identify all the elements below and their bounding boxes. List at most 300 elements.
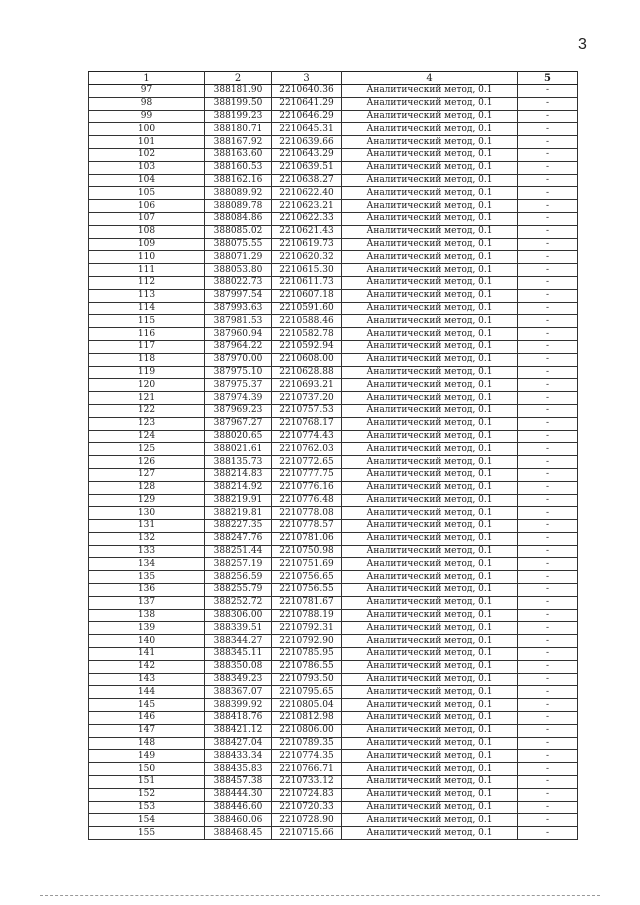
mark-cell: - — [518, 456, 578, 469]
method-cell: Аналитический метод, 0.1 — [342, 763, 518, 776]
point-number-cell: 121 — [89, 392, 205, 405]
point-number-cell: 104 — [89, 174, 205, 187]
footer-divider — [40, 895, 600, 896]
method-cell: Аналитический метод, 0.1 — [342, 97, 518, 110]
method-cell: Аналитический метод, 0.1 — [342, 187, 518, 200]
table-body — [89, 85, 578, 840]
mark-cell: - — [518, 315, 578, 328]
y-coordinate-cell: 2210641.29 — [272, 97, 342, 110]
x-coordinate-cell: 388418.76 — [205, 712, 272, 725]
table-row — [89, 468, 578, 481]
x-coordinate-cell: 388252.72 — [205, 596, 272, 609]
y-coordinate-cell: 2210588.46 — [272, 315, 342, 328]
table-row — [89, 507, 578, 520]
table-row — [89, 328, 578, 341]
point-number-cell: 134 — [89, 558, 205, 571]
point-number-cell: 127 — [89, 468, 205, 481]
point-number-cell: 119 — [89, 366, 205, 379]
mark-cell: - — [518, 520, 578, 533]
mark-cell: - — [518, 238, 578, 251]
table-row — [89, 571, 578, 584]
y-coordinate-cell: 2210750.98 — [272, 545, 342, 558]
x-coordinate-cell: 388180.71 — [205, 123, 272, 136]
point-number-cell: 109 — [89, 238, 205, 251]
point-number-cell: 117 — [89, 340, 205, 353]
method-cell: Аналитический метод, 0.1 — [342, 276, 518, 289]
table-row — [89, 264, 578, 277]
point-number-cell: 120 — [89, 379, 205, 392]
y-coordinate-cell: 2210620.32 — [272, 251, 342, 264]
x-coordinate-cell: 388167.92 — [205, 136, 272, 149]
method-cell: Аналитический метод, 0.1 — [342, 212, 518, 225]
x-coordinate-cell: 388435.83 — [205, 763, 272, 776]
x-coordinate-cell: 388433.34 — [205, 750, 272, 763]
mark-cell: - — [518, 596, 578, 609]
point-number-cell: 126 — [89, 456, 205, 469]
y-coordinate-cell: 2210628.88 — [272, 366, 342, 379]
y-coordinate-cell: 2210781.67 — [272, 596, 342, 609]
mark-cell: - — [518, 545, 578, 558]
x-coordinate-cell: 388071.29 — [205, 251, 272, 264]
method-cell: Аналитический метод, 0.1 — [342, 468, 518, 481]
x-coordinate-cell: 388460.06 — [205, 814, 272, 827]
x-coordinate-cell: 388367.07 — [205, 686, 272, 699]
table-row — [89, 289, 578, 302]
y-coordinate-cell: 2210582.78 — [272, 328, 342, 341]
column-header-5: 5 — [518, 72, 578, 85]
method-cell: Аналитический метод, 0.1 — [342, 392, 518, 405]
method-cell: Аналитический метод, 0.1 — [342, 494, 518, 507]
y-coordinate-cell: 2210639.66 — [272, 136, 342, 149]
y-coordinate-cell: 2210733.12 — [272, 776, 342, 789]
point-number-cell: 136 — [89, 584, 205, 597]
mark-cell: - — [518, 468, 578, 481]
method-cell: Аналитический метод, 0.1 — [342, 136, 518, 149]
table-row — [89, 532, 578, 545]
method-cell: Аналитический метод, 0.1 — [342, 148, 518, 161]
y-coordinate-cell: 2210757.53 — [272, 404, 342, 417]
mark-cell: - — [518, 212, 578, 225]
y-coordinate-cell: 2210793.50 — [272, 673, 342, 686]
y-coordinate-cell: 2210715.66 — [272, 827, 342, 840]
x-coordinate-cell: 388020.65 — [205, 430, 272, 443]
point-number-cell: 116 — [89, 328, 205, 341]
y-coordinate-cell: 2210792.90 — [272, 635, 342, 648]
mark-cell: - — [518, 507, 578, 520]
point-number-cell: 111 — [89, 264, 205, 277]
y-coordinate-cell: 2210788.19 — [272, 609, 342, 622]
table-row — [89, 827, 578, 840]
x-coordinate-cell: 387975.37 — [205, 379, 272, 392]
y-coordinate-cell: 2210640.36 — [272, 85, 342, 98]
mark-cell: - — [518, 648, 578, 661]
mark-cell: - — [518, 148, 578, 161]
x-coordinate-cell: 387974.39 — [205, 392, 272, 405]
x-coordinate-cell: 388085.02 — [205, 225, 272, 238]
point-number-cell: 139 — [89, 622, 205, 635]
method-cell: Аналитический метод, 0.1 — [342, 430, 518, 443]
table-row — [89, 404, 578, 417]
point-number-cell: 145 — [89, 699, 205, 712]
point-number-cell: 148 — [89, 737, 205, 750]
table-row — [89, 737, 578, 750]
table-row — [89, 686, 578, 699]
method-cell: Аналитический метод, 0.1 — [342, 584, 518, 597]
table-row — [89, 315, 578, 328]
method-cell: Аналитический метод, 0.1 — [342, 417, 518, 430]
point-number-cell: 107 — [89, 212, 205, 225]
y-coordinate-cell: 2210766.71 — [272, 763, 342, 776]
point-number-cell: 130 — [89, 507, 205, 520]
y-coordinate-cell: 2210776.48 — [272, 494, 342, 507]
mark-cell: - — [518, 353, 578, 366]
method-cell: Аналитический метод, 0.1 — [342, 788, 518, 801]
mark-cell: - — [518, 699, 578, 712]
table-row — [89, 699, 578, 712]
mark-cell: - — [518, 801, 578, 814]
x-coordinate-cell: 388444.30 — [205, 788, 272, 801]
mark-cell: - — [518, 430, 578, 443]
method-cell: Аналитический метод, 0.1 — [342, 456, 518, 469]
point-number-cell: 112 — [89, 276, 205, 289]
x-coordinate-cell: 387960.94 — [205, 328, 272, 341]
x-coordinate-cell: 388427.04 — [205, 737, 272, 750]
point-number-cell: 105 — [89, 187, 205, 200]
table-row — [89, 340, 578, 353]
x-coordinate-cell: 388247.76 — [205, 532, 272, 545]
point-number-cell: 153 — [89, 801, 205, 814]
method-cell: Аналитический метод, 0.1 — [342, 110, 518, 123]
point-number-cell: 140 — [89, 635, 205, 648]
mark-cell: - — [518, 328, 578, 341]
x-coordinate-cell: 388084.86 — [205, 212, 272, 225]
table-row — [89, 379, 578, 392]
y-coordinate-cell: 2210607.18 — [272, 289, 342, 302]
table-row — [89, 366, 578, 379]
table-row — [89, 200, 578, 213]
table-row — [89, 648, 578, 661]
table-row — [89, 392, 578, 405]
point-number-cell: 113 — [89, 289, 205, 302]
table-row — [89, 545, 578, 558]
x-coordinate-cell: 388251.44 — [205, 545, 272, 558]
y-coordinate-cell: 2210756.55 — [272, 584, 342, 597]
table-row — [89, 97, 578, 110]
y-coordinate-cell: 2210792.31 — [272, 622, 342, 635]
method-cell: Аналитический метод, 0.1 — [342, 225, 518, 238]
x-coordinate-cell: 388457.38 — [205, 776, 272, 789]
point-number-cell: 150 — [89, 763, 205, 776]
mark-cell: - — [518, 814, 578, 827]
table-row — [89, 814, 578, 827]
mark-cell: - — [518, 635, 578, 648]
method-cell: Аналитический метод, 0.1 — [342, 660, 518, 673]
method-cell: Аналитический метод, 0.1 — [342, 161, 518, 174]
mark-cell: - — [518, 366, 578, 379]
method-cell: Аналитический метод, 0.1 — [342, 200, 518, 213]
table-row — [89, 750, 578, 763]
mark-cell: - — [518, 712, 578, 725]
y-coordinate-cell: 2210777.75 — [272, 468, 342, 481]
y-coordinate-cell: 2210774.35 — [272, 750, 342, 763]
table-row — [89, 673, 578, 686]
x-coordinate-cell: 387975.10 — [205, 366, 272, 379]
method-cell: Аналитический метод, 0.1 — [342, 238, 518, 251]
point-number-cell: 125 — [89, 443, 205, 456]
y-coordinate-cell: 2210638.27 — [272, 174, 342, 187]
point-number-cell: 151 — [89, 776, 205, 789]
y-coordinate-cell: 2210592.94 — [272, 340, 342, 353]
point-number-cell: 142 — [89, 660, 205, 673]
x-coordinate-cell: 387967.27 — [205, 417, 272, 430]
table-row — [89, 724, 578, 737]
mark-cell: - — [518, 737, 578, 750]
point-number-cell: 110 — [89, 251, 205, 264]
point-number-cell: 106 — [89, 200, 205, 213]
point-number-cell: 114 — [89, 302, 205, 315]
x-coordinate-cell: 388468.45 — [205, 827, 272, 840]
y-coordinate-cell: 2210615.30 — [272, 264, 342, 277]
method-cell: Аналитический метод, 0.1 — [342, 545, 518, 558]
method-cell: Аналитический метод, 0.1 — [342, 481, 518, 494]
mark-cell: - — [518, 379, 578, 392]
x-coordinate-cell: 388199.50 — [205, 97, 272, 110]
y-coordinate-cell: 2210621.43 — [272, 225, 342, 238]
point-number-cell: 100 — [89, 123, 205, 136]
mark-cell: - — [518, 571, 578, 584]
x-coordinate-cell: 388339.51 — [205, 622, 272, 635]
method-cell: Аналитический метод, 0.1 — [342, 174, 518, 187]
point-number-cell: 131 — [89, 520, 205, 533]
table-row — [89, 481, 578, 494]
point-number-cell: 115 — [89, 315, 205, 328]
mark-cell: - — [518, 417, 578, 430]
table-row — [89, 212, 578, 225]
point-number-cell: 103 — [89, 161, 205, 174]
table-row — [89, 635, 578, 648]
y-coordinate-cell: 2210622.40 — [272, 187, 342, 200]
column-header-3: 3 — [272, 72, 342, 85]
table-row — [89, 763, 578, 776]
y-coordinate-cell: 2210623.21 — [272, 200, 342, 213]
method-cell: Аналитический метод, 0.1 — [342, 648, 518, 661]
table-row — [89, 456, 578, 469]
mark-cell: - — [518, 225, 578, 238]
y-coordinate-cell: 2210781.06 — [272, 532, 342, 545]
mark-cell: - — [518, 660, 578, 673]
x-coordinate-cell: 388349.23 — [205, 673, 272, 686]
point-number-cell: 123 — [89, 417, 205, 430]
method-cell: Аналитический метод, 0.1 — [342, 724, 518, 737]
point-number-cell: 152 — [89, 788, 205, 801]
mark-cell: - — [518, 85, 578, 98]
method-cell: Аналитический метод, 0.1 — [342, 532, 518, 545]
mark-cell: - — [518, 264, 578, 277]
method-cell: Аналитический метод, 0.1 — [342, 635, 518, 648]
table-row — [89, 801, 578, 814]
method-cell: Аналитический метод, 0.1 — [342, 712, 518, 725]
table-row — [89, 174, 578, 187]
y-coordinate-cell: 2210622.33 — [272, 212, 342, 225]
table-row — [89, 558, 578, 571]
y-coordinate-cell: 2210720.33 — [272, 801, 342, 814]
method-cell: Аналитический метод, 0.1 — [342, 328, 518, 341]
column-header-1: 1 — [89, 72, 205, 85]
y-coordinate-cell: 2210737.20 — [272, 392, 342, 405]
y-coordinate-cell: 2210693.21 — [272, 379, 342, 392]
table-row — [89, 276, 578, 289]
x-coordinate-cell: 388227.35 — [205, 520, 272, 533]
table-row — [89, 788, 578, 801]
method-cell: Аналитический метод, 0.1 — [342, 289, 518, 302]
y-coordinate-cell: 2210591.60 — [272, 302, 342, 315]
mark-cell: - — [518, 251, 578, 264]
point-number-cell: 108 — [89, 225, 205, 238]
mark-cell: - — [518, 340, 578, 353]
x-coordinate-cell: 387981.53 — [205, 315, 272, 328]
table-row — [89, 148, 578, 161]
method-cell: Аналитический метод, 0.1 — [342, 686, 518, 699]
y-coordinate-cell: 2210774.43 — [272, 430, 342, 443]
y-coordinate-cell: 2210776.16 — [272, 481, 342, 494]
y-coordinate-cell: 2210646.29 — [272, 110, 342, 123]
mark-cell: - — [518, 392, 578, 405]
x-coordinate-cell: 388345.11 — [205, 648, 272, 661]
x-coordinate-cell: 388219.91 — [205, 494, 272, 507]
method-cell: Аналитический метод, 0.1 — [342, 353, 518, 366]
point-number-cell: 154 — [89, 814, 205, 827]
table-row — [89, 302, 578, 315]
mark-cell: - — [518, 161, 578, 174]
method-cell: Аналитический метод, 0.1 — [342, 814, 518, 827]
y-coordinate-cell: 2210762.03 — [272, 443, 342, 456]
column-header-4: 4 — [342, 72, 518, 85]
y-coordinate-cell: 2210768.17 — [272, 417, 342, 430]
x-coordinate-cell: 388446.60 — [205, 801, 272, 814]
point-number-cell: 135 — [89, 571, 205, 584]
table-row — [89, 622, 578, 635]
mark-cell: - — [518, 494, 578, 507]
y-coordinate-cell: 2210645.31 — [272, 123, 342, 136]
point-number-cell: 141 — [89, 648, 205, 661]
y-coordinate-cell: 2210611.73 — [272, 276, 342, 289]
point-number-cell: 146 — [89, 712, 205, 725]
table-row — [89, 430, 578, 443]
mark-cell: - — [518, 200, 578, 213]
y-coordinate-cell: 2210728.90 — [272, 814, 342, 827]
mark-cell: - — [518, 827, 578, 840]
x-coordinate-cell: 388219.81 — [205, 507, 272, 520]
column-header-2: 2 — [205, 72, 272, 85]
method-cell: Аналитический метод, 0.1 — [342, 251, 518, 264]
mark-cell: - — [518, 302, 578, 315]
x-coordinate-cell: 388089.92 — [205, 187, 272, 200]
x-coordinate-cell: 388344.27 — [205, 635, 272, 648]
y-coordinate-cell: 2210785.95 — [272, 648, 342, 661]
table-row — [89, 584, 578, 597]
mark-cell: - — [518, 276, 578, 289]
x-coordinate-cell: 388162.16 — [205, 174, 272, 187]
x-coordinate-cell: 388089.78 — [205, 200, 272, 213]
y-coordinate-cell: 2210643.29 — [272, 148, 342, 161]
method-cell: Аналитический метод, 0.1 — [342, 558, 518, 571]
x-coordinate-cell: 387970.00 — [205, 353, 272, 366]
method-cell: Аналитический метод, 0.1 — [342, 443, 518, 456]
table-row — [89, 85, 578, 98]
point-number-cell: 155 — [89, 827, 205, 840]
mark-cell: - — [518, 97, 578, 110]
coordinates-table — [88, 71, 578, 840]
table-row — [89, 251, 578, 264]
x-coordinate-cell: 388075.55 — [205, 238, 272, 251]
mark-cell: - — [518, 136, 578, 149]
method-cell: Аналитический метод, 0.1 — [342, 776, 518, 789]
y-coordinate-cell: 2210778.08 — [272, 507, 342, 520]
mark-cell: - — [518, 174, 578, 187]
mark-cell: - — [518, 673, 578, 686]
y-coordinate-cell: 2210778.57 — [272, 520, 342, 533]
y-coordinate-cell: 2210789.35 — [272, 737, 342, 750]
mark-cell: - — [518, 289, 578, 302]
method-cell: Аналитический метод, 0.1 — [342, 379, 518, 392]
x-coordinate-cell: 388255.79 — [205, 584, 272, 597]
point-number-cell: 99 — [89, 110, 205, 123]
x-coordinate-cell: 388421.12 — [205, 724, 272, 737]
y-coordinate-cell: 2210812.98 — [272, 712, 342, 725]
mark-cell: - — [518, 532, 578, 545]
point-number-cell: 102 — [89, 148, 205, 161]
method-cell: Аналитический метод, 0.1 — [342, 85, 518, 98]
x-coordinate-cell: 388022.73 — [205, 276, 272, 289]
method-cell: Аналитический метод, 0.1 — [342, 609, 518, 622]
mark-cell: - — [518, 776, 578, 789]
table-row — [89, 187, 578, 200]
point-number-cell: 98 — [89, 97, 205, 110]
point-number-cell: 124 — [89, 430, 205, 443]
x-coordinate-cell: 388199.23 — [205, 110, 272, 123]
method-cell: Аналитический метод, 0.1 — [342, 750, 518, 763]
table-row — [89, 225, 578, 238]
table-row — [89, 520, 578, 533]
method-cell: Аналитический метод, 0.1 — [342, 737, 518, 750]
x-coordinate-cell: 388160.53 — [205, 161, 272, 174]
x-coordinate-cell: 388135.73 — [205, 456, 272, 469]
mark-cell: - — [518, 404, 578, 417]
y-coordinate-cell: 2210795.65 — [272, 686, 342, 699]
mark-cell: - — [518, 443, 578, 456]
method-cell: Аналитический метод, 0.1 — [342, 571, 518, 584]
table-row — [89, 417, 578, 430]
x-coordinate-cell: 388163.60 — [205, 148, 272, 161]
x-coordinate-cell: 387997.54 — [205, 289, 272, 302]
table-row — [89, 238, 578, 251]
y-coordinate-cell: 2210806.00 — [272, 724, 342, 737]
mark-cell: - — [518, 110, 578, 123]
x-coordinate-cell: 388181.90 — [205, 85, 272, 98]
x-coordinate-cell: 388399.92 — [205, 699, 272, 712]
x-coordinate-cell: 388350.08 — [205, 660, 272, 673]
method-cell: Аналитический метод, 0.1 — [342, 622, 518, 635]
method-cell: Аналитический метод, 0.1 — [342, 404, 518, 417]
point-number-cell: 143 — [89, 673, 205, 686]
point-number-cell: 129 — [89, 494, 205, 507]
point-number-cell: 101 — [89, 136, 205, 149]
point-number-cell: 144 — [89, 686, 205, 699]
table-row — [89, 609, 578, 622]
table-row — [89, 596, 578, 609]
table-row — [89, 660, 578, 673]
table-header-row — [89, 72, 578, 85]
